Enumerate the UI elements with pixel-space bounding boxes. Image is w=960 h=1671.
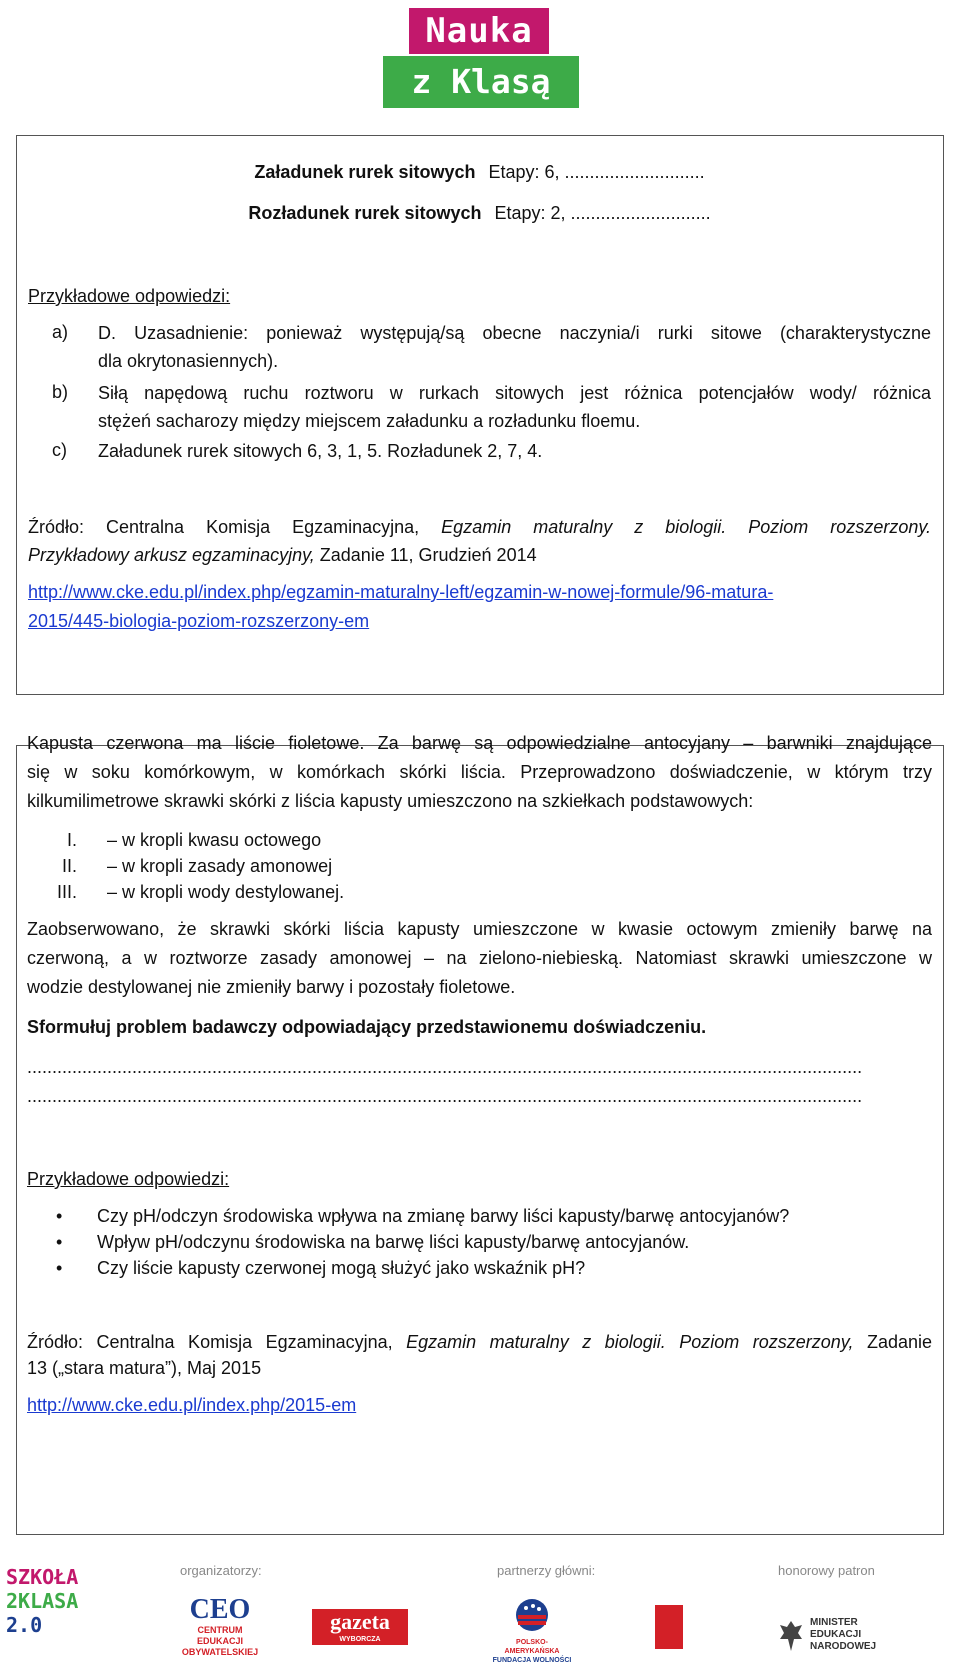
answer-b-line-1: Siłą napędową ruchu roztworu w rurkach sitowych jest różnica potencjałów wody/ różnica [98,383,931,403]
unloading-stages: Etapy: 2, ............................ [494,203,711,223]
nauka-z-klasa-logo [383,8,579,153]
bullet-item-2: • Wpływ pH/odczynu środowiska na barwę liści kapusty/barwę antocyjanów. [56,1232,690,1252]
intro-line-2: się w soku komórkowym, w komórkach skórki liścia. Przeprowadzono doświadczenie, w którym trzy [27,762,932,782]
answer-a-line-1: D. Uzasadnienie: ponieważ występują/są obecne naczynia/i rurki sitowe (charakterystyczne [98,323,931,343]
loading-row [28,161,931,183]
loading-stages: Etapy: 6, ............................ [488,162,705,182]
observation-line-1: Zaobserwowano, że skrawki skórki liścia kapusty umieszczone w kwasie octowym zmieniły barwę na [27,919,932,939]
answer-c-line-1: Załadunek rurek sitowych 6, 3, 1, 5. Rozładunek 2, 7, 4. [98,441,543,461]
logo-line-2: z Klasą 2.0 [383,56,579,108]
patron-label: honorowy patron [778,1563,875,1578]
source2-link[interactable]: http://www.cke.edu.pl/index.php/2015-em [27,1395,357,1415]
answer-letter-c: c) [52,440,67,460]
footer-sponsors [0,1545,960,1671]
bullet-item-1: • Czy pH/odczyn środowiska wpływa na zmianę barwy liści kapusty/barwę antocyjanów? [56,1206,790,1226]
partners-label: partnerzy główni: [497,1563,596,1578]
loading-label: Załadunek rurek sitowych [254,162,476,182]
observation-line-2: czerwoną, a w roztworze zasady amonowej – na zielono-niebieską. Natomiast skrawki umieszczone w [27,948,932,968]
unloading-label: Rozładunek rurek sitowych [248,203,482,223]
task-instruction: Sformułuj problem badawczy odpowiadający przedstawionemu doświadczeniu. [27,1017,707,1037]
answer-blank-2[interactable]: ....................................................................................................................................................................... [27,1086,863,1106]
condition-2: II. – w kropli zasady amonowej [61,856,333,876]
gazeta-logo: gazeta WYBORCZA [312,1609,408,1645]
answers-heading-2: Przykładowe odpowiedzi: [27,1169,230,1189]
condition-3: III. – w kropli wody destylowanej. [56,882,345,902]
source-exam-title: Egzamin maturalny z biologii. Poziom rozszerzony. [441,517,932,537]
bullet-dot-icon: • [56,1258,63,1278]
source-line-2: Przykładowy arkusz egzaminacyjny, Zadanie 11, Grudzień 2014 [28,545,537,565]
answers-heading: Przykładowe odpowiedzi: [28,286,231,306]
answer-box-phloem [16,135,944,695]
source-link-1[interactable]: http://www.cke.edu.pl/index.php/egzamin-maturalny-left/egzamin-w-nowej-formule/96-matura- [28,582,774,602]
bullet-item-3: • Czy liście kapusty czerwonej mogą służyć jako wskaźnik pH? [56,1258,586,1278]
pafw-emblem-icon [514,1597,550,1633]
source2-line-2: 13 („stara matura”), Maj 2015 [27,1358,262,1378]
condition-1: I. – w kropli kwasu octowego [66,830,322,850]
intro-line-1: Kapusta czerwona ma liście fioletowe. Za barwę są odpowiedzialne antocyjany – barwniki znajdujące [27,733,932,753]
pafw-logo: POLSKO-AMERYKAŃSKA FUNDACJA WOLNOŚCI [492,1597,572,1665]
intro-line-3: kilkumilimetrowe skrawki skórki z liścia kapusty umieszczono na szkiełkach podstawowych: [27,791,754,811]
ceo-logo: CEO CENTRUM EDUKACJI OBYWATELSKIEJ [181,1594,259,1657]
source-link-2[interactable]: 2015/445-biologia-poziom-rozszerzony-em [28,611,370,631]
bullet-dot-icon: • [56,1206,63,1226]
answer-a-line-2: dla okrytonasiennych). [98,351,279,371]
observation-line-3: wodzie destylowanej nie zmieniły barwy i pozostały fioletowe. [27,977,516,997]
source2-line-1: Źródło: Centralna Komisja Egzaminacyjna, Egzamin maturalny z biologii. Poziom rozszerzony, Zadanie [27,1332,932,1352]
bullet-dot-icon: • [56,1232,63,1252]
answer-letter-b: b) [52,382,69,402]
answer-blank-1[interactable]: ....................................................................................................................................................................... [27,1057,863,1077]
logo-line-1: Nauka [409,8,549,54]
answer-letter-a: a) [52,322,69,342]
organizers-label: organizatorzy: [180,1563,262,1578]
answer-b-line-2: stężeń sacharozy między miejscem załadunku a rozładunku floemu. [98,411,641,431]
source-line-1: Źródło: Centralna Komisja Egzaminacyjna, Egzamin maturalny z biologii. Poziom rozszerzony. [28,517,932,537]
partner-red-logo-icon [655,1605,683,1649]
szkola-z-klasa-logo: SZKOŁA 2KLASA 2.0 [6,1565,79,1637]
ministry-logo: MINISTER EDUKACJI NARODOWEJ [778,1617,958,1657]
unloading-row [28,202,931,224]
eagle-emblem-icon [778,1619,804,1653]
cabbage-task-body [16,733,944,1535]
